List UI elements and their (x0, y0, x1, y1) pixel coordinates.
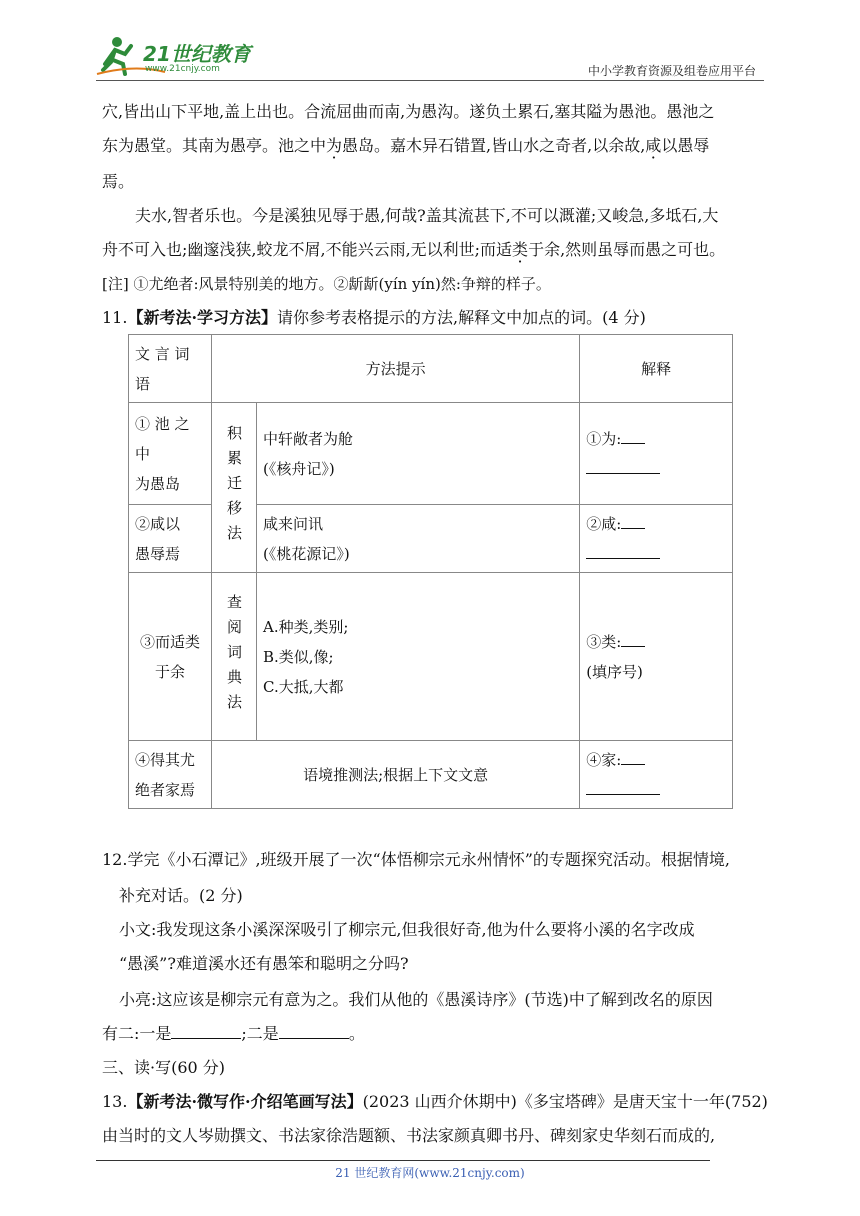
logo-url: www.21cnjy.com (145, 64, 220, 74)
row4-hint: 语境推测法;根据上下文文意 (212, 741, 580, 809)
passage-p1-line2: 东为愚堂。其南为愚亭。池之中为愚岛。嘉木异石错置,皆山水之奇者,以余故,咸以愚辱 (102, 136, 710, 155)
dialogue-xiaoliang-2: 有二:一是 ;二是 。 (102, 1016, 365, 1052)
dotted-word-xian: 咸 (645, 136, 662, 155)
dialogue-xiaowen-2: “愚溪”?难道溪水还有愚笨和聪明之分吗? (119, 954, 409, 973)
row1-hint: 中轩敞者为舱 (《核舟记》) (257, 403, 580, 505)
method-accumulate: 积累迁移法 (212, 403, 257, 573)
method-dictionary: 查阅词典法 (212, 573, 257, 741)
passage-note: [注] ①尤绝者:风景特别美的地方。②龂龂(yín yín)然:争辩的样子。 (102, 275, 551, 293)
row4-answer: ④家: (580, 741, 733, 809)
header-divider (96, 80, 764, 81)
answer-blank-1 (171, 1018, 241, 1039)
row3-options: A.种类,类别; B.类似,像; C.大抵,大都 (257, 573, 580, 741)
passage-p2-line1: 夫水,智者乐也。今是溪独见辱于愚,何哉?盖其流甚下,不可以溉灌;又峻急,多坻石,大 (135, 206, 719, 225)
passage-p1-line1: 穴,皆出山下平地,盖上出也。合流屈曲而南,为愚沟。遂负土累石,塞其隘为愚池。愚池之 (102, 102, 715, 121)
table-header-answer: 解释 (580, 335, 733, 403)
passage-p1-line3: 焉。 (102, 172, 135, 191)
method-table (128, 334, 733, 809)
row3-word: ③而适类 于余 (129, 573, 212, 741)
row1-word: ① 池 之 中 为愚岛 (129, 403, 212, 505)
row2-hint: 咸来问讯 (《桃花源记》) (257, 505, 580, 573)
question-13-line2: 由当时的文人岑勋撰文、书法家徐浩题额、书法家颜真卿书丹、碑刻家史华刻石而成的, (102, 1126, 716, 1145)
answer-blank-2 (279, 1018, 349, 1039)
table-header-word: 文 言 词 语 (129, 335, 212, 403)
dotted-word-lei: 类 (512, 240, 529, 259)
table-header-method: 方法提示 (212, 335, 580, 403)
row4-word: ④得其尤 绝者家焉 (129, 741, 212, 809)
dotted-word-wei: 为 (326, 136, 343, 155)
q11-tag: 【新考法·学习方法】 (127, 308, 278, 327)
platform-label: 中小学教育资源及组卷应用平台 (587, 64, 756, 78)
logo-text: 21世纪教育 (143, 42, 251, 66)
row1-answer: ①为: (580, 403, 733, 505)
dialogue-xiaoliang-1: 小亮:这应该是柳宗元有意为之。我们从他的《愚溪诗序》(节选)中了解到改名的原因 (119, 990, 713, 1009)
footer-text: 21 世纪教育网(www.21cnjy.com) (335, 1166, 525, 1180)
footer-divider (96, 1160, 710, 1161)
section-3-title: 三、读·写(60 分) (102, 1058, 226, 1077)
question-11: 11.【新考法·学习方法】请你参考表格提示的方法,解释文中加点的词。(4 分) (102, 308, 646, 327)
dialogue-xiaowen-1: 小文:我发现这条小溪深深吸引了柳宗元,但我很好奇,他为什么要将小溪的名字改成 (119, 920, 695, 939)
question-12-line1: 12.学完《小石潭记》,班级开展了一次“体悟柳宗元永州情怀”的专题探究活动。根据情境, (102, 850, 730, 869)
row3-answer: ③类: (填序号) (580, 573, 733, 741)
row2-word: ②咸以 愚辱焉 (129, 505, 212, 573)
question-13-line1: 13.【新考法·微写作·介绍笔画写法】(2023 山西介休期中)《多宝塔碑》是唐天宝十一年(752) (102, 1092, 768, 1111)
row2-answer: ②咸: (580, 505, 733, 573)
passage-p2-line2: 舟不可入也;幽邃浅狭,蛟龙不屑,不能兴云雨,无以利世;而适类于余,然则虽辱而愚之可也。 (102, 240, 726, 259)
site-logo (95, 34, 260, 80)
question-12-line2: 补充对话。(2 分) (119, 886, 243, 905)
